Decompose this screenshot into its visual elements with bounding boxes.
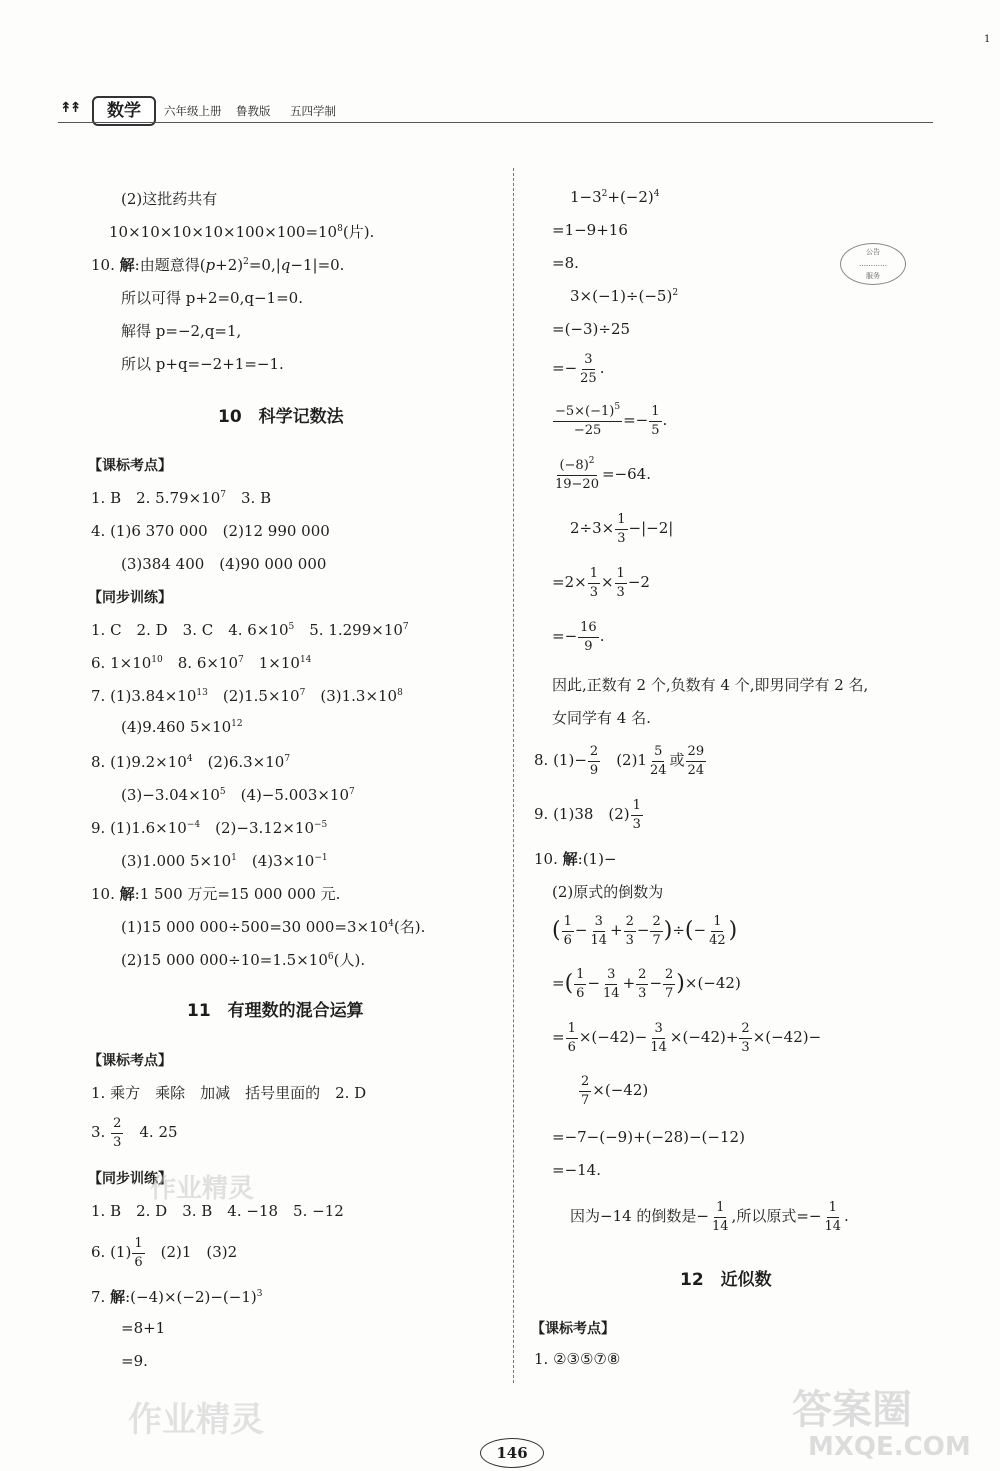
right-r10: =2× $\frac{1}{3}$ × $\frac{1}{3}$ −2 [552,566,650,600]
watermark-text: 作业精灵 [128,1400,264,1440]
right-r24: 因为−14 的倒数是− $\frac{1}{14}$ ,所以原式=− $\frac{1}{14}$ . [570,1200,849,1234]
fraction: $\frac{1}{14}$ [712,1200,729,1234]
left-line-4: 所以可得 p+2=0,q−1=0. [121,289,303,307]
right-r23: =−14. [552,1161,601,1179]
fraction: $\frac{3}{14}$ [650,1021,667,1055]
fraction: $\frac{2}{7}$ [652,914,661,948]
left-line-2: $10\times 10\times 10\times 10\times 100\times 100=10^8$(片). [109,223,375,241]
right-r9: 2÷3× $\frac{1}{3}$ −|−2| [570,512,674,546]
fraction: $\frac{-5\times(-1)^5}{-25}$ [555,402,621,438]
left-k1: 1. B 2. $5.79\times 10^7$ 3. B [91,489,272,507]
fraction: $\frac{1}{3}$ [616,566,625,600]
section-title-10: 10 科学记数法 [218,407,344,427]
fraction: $\frac{3}{14}$ [603,967,620,1001]
left-t3: 7. $(1)3.84\times 10^{13}$ $(2)1.5\times 10^7$ $(3)1.3\times 10^8$ [91,687,403,705]
right-r13: 女同学有 4 名. [552,709,651,727]
left-t4: (4)9.460 $5\times 10^{12}$ [121,718,243,736]
tag-tongbu-1: 【同步训练】 [88,590,172,606]
left-line-6: 所以 p+q=−2+1=−1. [121,355,284,373]
right-r21: $\frac{2}{7}$ ×(−42) [581,1074,649,1108]
fraction: $\frac{3}{14}$ [590,914,607,948]
column-divider [513,168,514,1383]
fraction: $\frac{(-8)^2}{19-20}$ [555,456,599,492]
left-t1: 1. C 2. D 3. C 4. $6\times 10^5$ 5. $1.299\times 10^7$ [91,621,409,639]
left-k3: (3)384 400 (4)90 000 000 [121,555,327,573]
left-line-3: 10. 解:由题意得$(p+2)^2=0,|q-1|=0$. [91,256,345,274]
left-t6: $(3)-3.04\times 10^5$ $(4)-5.003\times 10^7$ [121,786,355,804]
page-corner-mark: 1 [984,34,991,45]
left-m1: 1. 乘方 乘除 加减 括号里面的 2. D [91,1084,367,1102]
right-r4: $3\times(-1)\div(-5)^2$ [570,287,679,305]
book-logo-icon: ↟↟ [60,100,80,116]
right-r20: = $\frac{1}{6}$ ×(−42)− $\frac{3}{14}$ ×(−42)+ $\frac{2}{3}$ ×(−42)− [552,1021,822,1055]
tag-tongbu-2: 【同步训练】 [88,1171,172,1187]
right-r15: 9. (1)38 (2) $\frac{1}{3}$ [534,798,641,832]
tag-kebiao-2: 【课标考点】 [88,1053,172,1069]
right-r16: 10. 解:(1)− [534,850,617,868]
right-r3: =8. [552,254,579,272]
left-s4: =8+1 [121,1319,166,1337]
left-t5: 8. $(1)9.2\times 10^4$ $(2)6.3\times 10^7$ [91,753,291,771]
right-r17: (2)原式的倒数为 [552,883,664,901]
left-line-5: 解得 p=−2,q=1, [121,322,242,340]
right-r2: =1−9+16 [552,221,628,239]
left-t9: 10. 解:1 500 万元=15 000 000 元. [91,885,341,903]
header-edition: 鲁教版 [236,104,271,118]
watermark-logo: 答案圈 [792,1387,912,1433]
header-grade: 六年级上册 [164,104,222,118]
fraction: $\frac{5}{24}$ [649,744,667,778]
fraction: $\frac{2}{3}$ [625,914,634,948]
header-system: 五四学制 [290,104,336,118]
right-r8: $\frac{(-8)^2}{19-20}$ =−64. [555,456,651,492]
fraction: $\frac{2}{7}$ [581,1074,590,1108]
fraction: $\frac{1}{6}$ [576,967,585,1001]
fraction: $\frac{2}{9}$ [589,744,599,778]
fraction: $\frac{1}{6}$ [567,1021,576,1055]
left-s2: 6. (1) $\frac{1}{6}$ (2)1 (3)2 [91,1236,238,1270]
left-t7: 9. $(1)1.6\times 10^{-4}$ $(2)-3.12\times 10^{-5}$ [91,819,328,837]
right-r22: =−7−(−9)+(−28)−(−12) [552,1128,745,1146]
left-m2: 3. $\frac{2}{3}$ 4. 25 [91,1116,178,1150]
fraction: $\frac{1}{3}$ [589,566,598,600]
fraction: $\frac{1}{6}$ [134,1236,143,1270]
left-s3: 7. 解$:(-4)\times(-2)-(-1)^3$ [91,1288,263,1306]
right-r1: $1-3^2+(-2)^4$ [570,188,660,206]
fraction: $\frac{2}{3}$ [638,967,647,1001]
watermark-url: MXQE.COM [808,1432,971,1462]
left-t8: (3)1.000 $5\times 10^1$ $(4)3\times 10^{-1}$ [121,852,328,870]
fraction: $\frac{1}{42}$ [709,914,726,948]
watermark-text: 作业精灵 [150,1174,255,1204]
left-t2: 6. $1\times 10^{10}$ 8. $6\times 10^7$ $1\times 10^{14}$ [91,654,312,672]
right-r12: 因此,正数有 2 个,负数有 4 个,即男同学有 2 名, [552,676,869,694]
left-t10: (1)15 000 000÷500=30 $000=3\times 10^4$(名). [121,918,426,936]
subject-badge: 数学 [92,96,156,126]
fraction: $\frac{1}{6}$ [563,914,572,948]
fraction: $\frac{29}{24}$ [687,744,705,778]
left-k2: 4. (1)6 370 000 (2)12 990 000 [91,522,330,540]
right-r5: =(−3)÷25 [552,320,631,338]
fraction: $\frac{1}{5}$ [651,404,660,438]
left-s1: 1. B 2. D 3. B 4. −18 5. −12 [91,1202,344,1220]
right-r18: ( $\frac{1}{6}$ − $\frac{3}{14}$ + $\frac{2}{3}$ − $\frac{2}{7}$ )÷(− $\frac{1}{42}$ ) [552,914,738,948]
right-r6: =− $\frac{3}{25}$ . [552,352,605,386]
left-t11: (2)15 000 $000\div 10=1.5\times 10^6$(人). [121,951,366,969]
left-s5: =9. [121,1352,148,1370]
fraction: $\frac{1}{14}$ [824,1200,841,1234]
circular-stamp: 公告 ………… 服务 [840,243,906,285]
right-e1: 1. ②③⑤⑦⑧ [534,1350,621,1368]
page-number: 146 [480,1438,544,1468]
section-title-12: 12 近似数 [680,1270,772,1290]
tag-kebiao-1: 【课标考点】 [88,458,172,474]
right-r7: $\frac{-5\times(-1)^5}{-25}$ =− $\frac{1}{5}$ . [555,402,668,438]
section-title-11: 11 有理数的混合运算 [187,1001,364,1021]
header-rule [58,122,933,123]
right-r14: 8. (1)− $\frac{2}{9}$ (2)1 $\frac{5}{24}$ 或 $\frac{29}{24}$ [534,744,705,778]
fraction: $\frac{1}{3}$ [632,798,641,832]
fraction: $\frac{2}{3}$ [741,1021,750,1055]
fraction: $\frac{2}{3}$ [113,1116,122,1150]
fraction: $\frac{3}{25}$ [580,352,597,386]
tag-kebiao-3: 【课标考点】 [531,1321,615,1337]
right-r11: =− $\frac{16}{9}$ . [552,620,605,654]
fraction: $\frac{2}{7}$ [665,967,674,1001]
fraction: $\frac{1}{3}$ [617,512,626,546]
fraction: $\frac{16}{9}$ [580,620,597,654]
left-line-1: (2)这批药共有 [121,190,218,208]
right-r19: =( $\frac{1}{6}$ − $\frac{3}{14}$ + $\frac{2}{3}$ − $\frac{2}{7}$ )×(−42) [552,967,741,1001]
